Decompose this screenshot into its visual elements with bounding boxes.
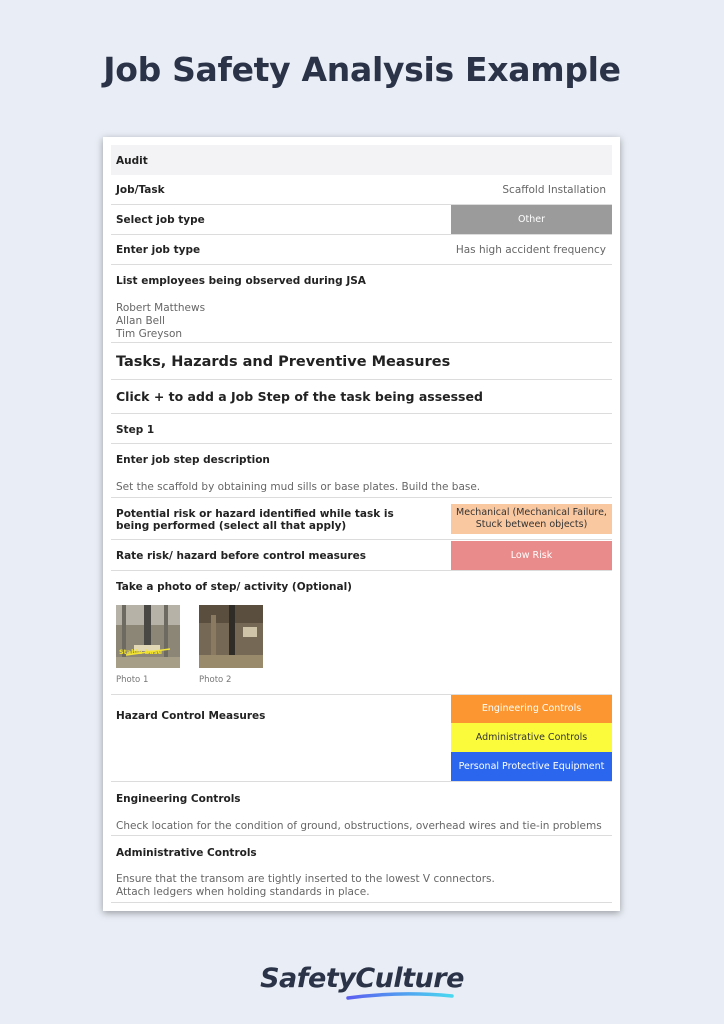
jsa-form	[103, 137, 620, 911]
risk-rating-select[interactable]: Low Risk	[451, 541, 612, 570]
description-label: Enter job step description	[116, 454, 270, 466]
employee-name: Tim Greyson	[116, 328, 183, 340]
photo-2-thumbnail[interactable]	[199, 605, 263, 668]
hazard-label: Potential risk or hazard identified while task is being performed (select all that apply)	[116, 508, 394, 532]
administrative-line: Ensure that the transom are tightly inserted to the lowest V connectors.	[116, 873, 495, 885]
control-measures-label: Hazard Control Measures	[116, 710, 266, 722]
scaffold-assembly-image	[199, 605, 263, 668]
select-job-type-label: Select job type	[116, 214, 205, 226]
job-task-value[interactable]: Scaffold Installation	[502, 184, 606, 196]
section-title: Tasks, Hazards and Preventive Measures	[116, 354, 451, 370]
photo-row	[111, 571, 612, 695]
engineering-controls-option[interactable]: Engineering Controls	[451, 695, 612, 723]
ppe-option[interactable]: Personal Protective Equipment	[451, 752, 612, 781]
description-value[interactable]: Set the scaffold by obtaining mud sills or base plates. Build the base.	[116, 481, 481, 493]
hazard-select[interactable]: Mechanical (Mechanical Failure, Stuck between objects)	[451, 504, 612, 534]
engineering-controls-value[interactable]: Check location for the condition of ground, obstructions, overhead wires and tie-in problems	[116, 820, 602, 832]
administrative-controls-option[interactable]: Administrative Controls	[451, 723, 612, 752]
photo-1-caption: Photo 1	[116, 675, 149, 685]
tasks-section-row	[111, 343, 612, 380]
hazard-row	[111, 498, 612, 540]
rate-risk-label: Rate risk/ hazard before control measures	[116, 550, 366, 562]
enter-job-type-row	[111, 235, 612, 265]
employees-row	[111, 265, 612, 343]
administrative-controls-label: Administrative Controls	[116, 847, 257, 859]
employees-list[interactable]	[116, 302, 205, 341]
photo-1-overlay-text: Stable base	[119, 648, 163, 656]
administrative-controls-value[interactable]	[116, 873, 495, 899]
employee-name: Allan Bell	[116, 315, 165, 327]
rate-risk-row	[111, 540, 612, 571]
audit-header: Audit	[116, 155, 148, 167]
photo-label: Take a photo of step/ activity (Optional)	[116, 581, 352, 593]
page-title: Job Safety Analysis Example	[103, 50, 621, 89]
enter-job-type-label: Enter job type	[116, 244, 201, 256]
administrative-controls-row	[111, 836, 612, 903]
scaffold-base-image	[116, 605, 180, 668]
enter-job-type-value[interactable]: Has high accident frequency	[455, 244, 606, 256]
engineering-controls-row	[111, 782, 612, 836]
step-row	[111, 414, 612, 444]
job-task-label: Job/Task	[116, 184, 165, 196]
engineering-controls-label: Engineering Controls	[116, 793, 241, 805]
step-title: Step 1	[116, 424, 155, 436]
add-step-row	[111, 380, 612, 414]
employees-label: List employees being observed during JSA	[116, 275, 366, 287]
control-measures-row	[111, 695, 612, 782]
add-step-hint[interactable]: Click + to add a Job Step of the task being assessed	[116, 389, 483, 404]
job-task-row	[111, 175, 612, 205]
description-row	[111, 444, 612, 498]
select-job-type-row	[111, 205, 612, 235]
photo-1-thumbnail[interactable]	[116, 605, 180, 668]
employee-name: Robert Matthews	[116, 302, 206, 314]
logo-swoosh	[346, 991, 454, 1001]
safetyculture-logo: SafetyCulture	[260, 963, 464, 994]
administrative-line: Attach ledgers when holding standards in place.	[116, 886, 370, 898]
photo-2-caption: Photo 2	[199, 675, 232, 685]
audit-header-row	[111, 145, 612, 175]
job-type-select[interactable]: Other	[451, 205, 612, 234]
